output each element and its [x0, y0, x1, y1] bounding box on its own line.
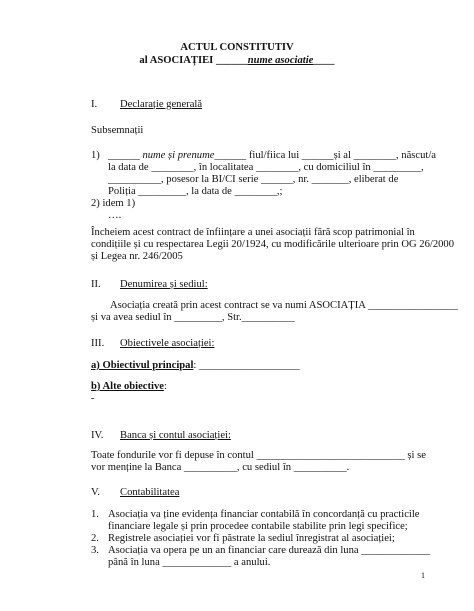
accounting-item-1-number: 1.: [91, 509, 99, 520]
intro-paragraph-line-2: condițiile și cu respectarea Legii 20/1924, cu modificările ulterioare prin OG 26/2000: [91, 239, 455, 250]
bank-clause-line-1: Toate fondurile vor fi depuse în contul ____________________________ și se: [91, 450, 426, 461]
person-1-line-1-rest: ______ fiul/fiica lui ______și al ________, născut/a: [214, 150, 436, 161]
other-objectives-line: [91, 381, 167, 393]
accounting-item-2-number: 2.: [91, 533, 99, 544]
name-placeholder: nume și prenume: [142, 150, 215, 161]
subtitle-prefix: al ASOCIAȚIEI ______: [139, 55, 248, 66]
person-1-line-2: la data de ________, în localitatea ________, cu domiciliul în _________,: [108, 162, 424, 173]
other-objectives-colon: :: [163, 381, 167, 392]
section-5-number: V.: [91, 487, 100, 498]
intro-paragraph-line-3: și Legea nr. 246/2005: [91, 251, 183, 262]
accounting-item-3-line-1: Asociația va opera pe un an financiar care durează din luna _____________: [108, 545, 431, 556]
person-2-line: 2) idem 1): [91, 198, 136, 209]
accounting-item-1-line-1: Asociația va ține evidența financiar contabilă în concordanță cu practicile: [108, 509, 420, 520]
accounting-item-3-line-2: până în luna _____________ a anului.: [108, 557, 271, 568]
person-1-number: 1): [91, 150, 100, 161]
section-1-title: Declarație generală: [120, 99, 203, 110]
person-1-line-4: Poliția _________, la data de ________,;: [108, 186, 283, 197]
blank-prefix: ______: [108, 150, 143, 161]
section-4-title: Banca și contul asociației:: [120, 430, 231, 441]
other-objectives-label: b) Alte obiective: [91, 381, 164, 392]
intro-paragraph-line-1: Încheiem acest contract de înființare a unei asociații fără scop patrimonial în: [91, 227, 415, 238]
accounting-item-2-line-1: Registrele asociației vor fi păstrate la sediul înregistrat al asociației;: [108, 533, 395, 544]
main-objective-label: a) Obiectivul principal: [91, 360, 194, 371]
person-1-line-3: __________, posesor la BI/CI serie ______, nr. _______, eliberat de: [108, 174, 399, 185]
continuation-dots: ….: [108, 210, 122, 221]
section-1-number: I.: [91, 99, 98, 110]
bank-clause-line-2: vor menține la Banca __________, cu sediul în __________.: [91, 462, 350, 473]
name-clause-line-2: și va avea sediul în _________, Str.__________: [91, 312, 295, 323]
section-3-number: III.: [91, 338, 105, 349]
objectives-dash: -: [91, 393, 95, 404]
section-3-title: Obiectivele asociației:: [120, 338, 215, 349]
document-subtitle: [0, 55, 474, 67]
subtitle-suffix: ____: [313, 55, 335, 66]
main-objective-line: [91, 360, 300, 372]
page-number: 1: [421, 571, 425, 580]
section-4-number: IV.: [91, 430, 104, 441]
section-5-title: Contabilitatea: [120, 487, 180, 498]
subsemnatii-label: Subsemnații: [91, 125, 144, 136]
person-1-line-1: [108, 150, 436, 162]
accounting-item-3-number: 3.: [91, 545, 99, 556]
section-2-title: Denumirea și sediul:: [120, 279, 208, 290]
section-2-number: II.: [91, 279, 101, 290]
association-name-placeholder: nume asociatie: [247, 55, 314, 66]
name-clause-line-1: Asociația creată prin acest contract se va numi ASOCIAȚIA _________________: [110, 300, 459, 311]
main-objective-blank: : ___________________: [193, 360, 300, 371]
accounting-item-1-line-2: financiare legale și prin procedee contabile stabilite prin legi specifice;: [108, 521, 408, 532]
document-title: ACTUL CONSTITUTIV: [180, 42, 294, 53]
